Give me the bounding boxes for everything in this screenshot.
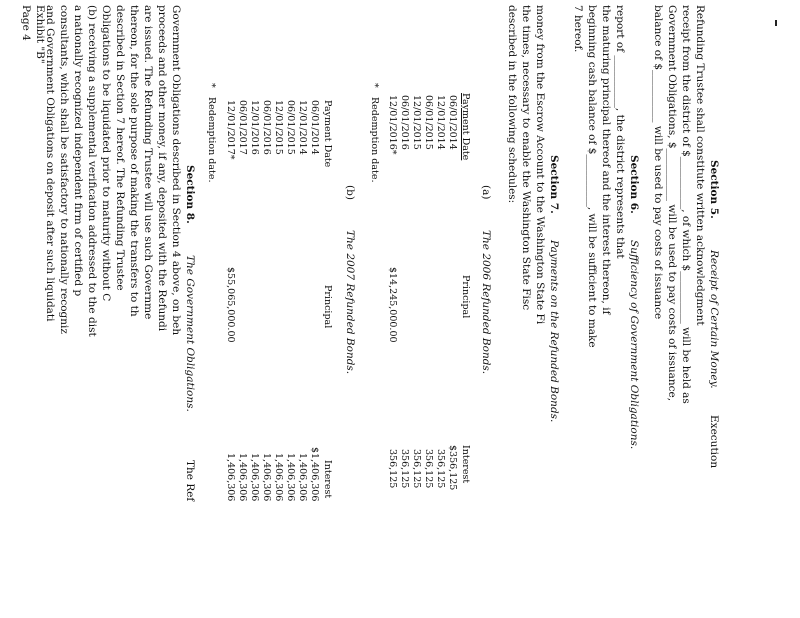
schedule-a-date: 12/01/2016* [387,95,398,155]
schedule-a-label: (a) [480,185,492,200]
schedule-b-label: (b) [344,185,356,200]
section-6-heading: Section 6. [628,155,640,214]
schedule-a-date: 06/01/2014 [447,95,458,150]
schedule-b-interest: 1,406,306 [249,453,260,502]
section-6-text-1: the maturing principal thereof and the interest thereon, if [600,5,612,315]
schedule-a-date: 12/01/2015 [411,95,422,150]
footer-exhibit: Exhibit "B" [34,5,46,64]
schedule-a-interest: 356,125 [411,449,422,489]
schedule-a-interest: 356,125 [399,449,410,489]
schedule-b-date: 06/01/2014 [309,100,320,155]
section-6-text-2: beginning cash balance of $__________, will be sufficient to make [586,5,598,348]
schedule-a-principal: $14,245,000.00 [387,267,398,343]
section-8-text-2: proceeds and other money, if any, deposited with the Refundi [156,5,168,332]
schedule-b-date: 06/01/2017 [237,100,248,155]
section-5-heading: Section 5. [708,160,720,219]
schedule-b-principal: $55,065,000.00 [225,267,236,343]
section-8-text-10: and Government Obligations on deposit after such liquidati [44,5,56,322]
section-5-text-3: Government Obligations, $__________ will be used to pay costs of issuance, [666,5,678,402]
schedule-b-col-principal: Principal [322,285,333,329]
schedule-b-date: 12/01/2015 [273,100,284,155]
section-7-title: Payments on the Refunded Bonds. [548,240,560,423]
section-5-text-0: Execution [708,415,720,469]
schedule-b-interest: 1,406,306 [237,453,248,502]
section-5-text-2: receipt from the district of $__________, of which $__________ will be held as [680,5,692,404]
schedule-a-interest: $356,125 [447,445,458,491]
schedule-a-interest: 356,125 [423,449,434,489]
document-page [20,5,730,615]
footnote-asterisk: * [369,83,380,88]
schedule-a-date: 06/01/2015 [423,95,434,150]
section-8-text-7: (b) receiving a supplemental verification addressed to the dist [86,5,98,337]
section-8-text-8: a nationally recognized independent firm of certified p [72,5,84,297]
schedule-a-interest: 356,125 [387,449,398,489]
schedule-a-title: The 2006 Refunded Bonds. [480,230,492,375]
scan-speck [775,20,777,26]
section-8-text-6: Obligations to be liquidated prior to maturity without C [100,5,112,302]
schedule-b-title: The 2007 Refunded Bonds. [344,230,356,375]
section-8-title: The Government Obligations. [184,255,196,412]
schedule-a-date: 12/01/2014 [435,95,446,150]
schedule-b-date: 12/01/2017* [225,100,236,160]
section-7-heading: Section 7. [548,155,560,214]
schedule-b-interest: 1,406,306 [273,453,284,502]
schedule-b-col-date: Payment Date [322,100,333,168]
schedule-b-date: 06/01/2015 [285,100,296,155]
section-7-text-2: described in the following schedules: [506,5,518,204]
schedule-b-interest: $1,406,306 [309,447,320,502]
section-8-text-4: thereon, for the sole purpose of making the transfers to th [128,5,140,317]
schedule-a-date: 06/01/2016 [399,95,410,150]
section-8-heading: Section 8. [184,165,196,224]
schedule-a-col-interest: Interest [460,445,471,484]
section-6-text-3: 7 hereof. [572,5,584,53]
section-7-text-0: money from the Escrow Account to the Washington State Fi [534,5,546,325]
schedule-b-interest: 1,406,306 [297,453,308,502]
schedule-b-date: 12/01/2014 [297,100,308,155]
section-6-title: Sufficiency of Government Obligations. [628,240,640,450]
schedule-b-interest: 1,406,306 [261,453,272,502]
schedule-a-interest: 356,125 [435,449,446,489]
footnote-asterisk: * [206,83,217,88]
schedule-b-interest: 1,406,306 [285,453,296,502]
schedule-b-footnote: Redemption date. [206,97,217,183]
schedule-a-col-date: Payment Date [460,93,471,161]
section-8-text-9: consultants, which shall be satisfactory to nationally recogniz [58,5,70,334]
schedule-b-date: 12/01/2016 [249,100,260,155]
schedule-a-footnote: Redemption date. [369,97,380,183]
footer-page: Page 4 [20,5,32,41]
schedule-b-date: 06/01/2016 [261,100,272,155]
schedule-a-col-principal: Principal [460,275,471,319]
section-7-text-1: the times, necessary to enable the Washington State Fisc [520,5,532,311]
section-5-text-1: Refunding Trustee shall constitute written acknowledgment [694,5,706,326]
section-6-text-0: report of __________, the district represents that [614,5,626,259]
section-5-title: Receipt of Certain Money. [708,250,720,389]
section-5-text-4: balance of $__________ will be used to pay costs of issuance [652,5,664,320]
section-8-text-1: Government Obligations described in Section 4 above, on beh [170,5,182,336]
section-8-text-5: described in Section 7 hereof. The Refunding Trustee [114,5,126,291]
section-8-text-3: are issued. The Refunding Trustee will use such Governme [142,5,154,320]
schedule-b-interest: 1,406,306 [225,453,236,502]
schedule-b-col-interest: Interest [322,460,333,499]
section-8-text-0: The Ref [184,460,196,502]
